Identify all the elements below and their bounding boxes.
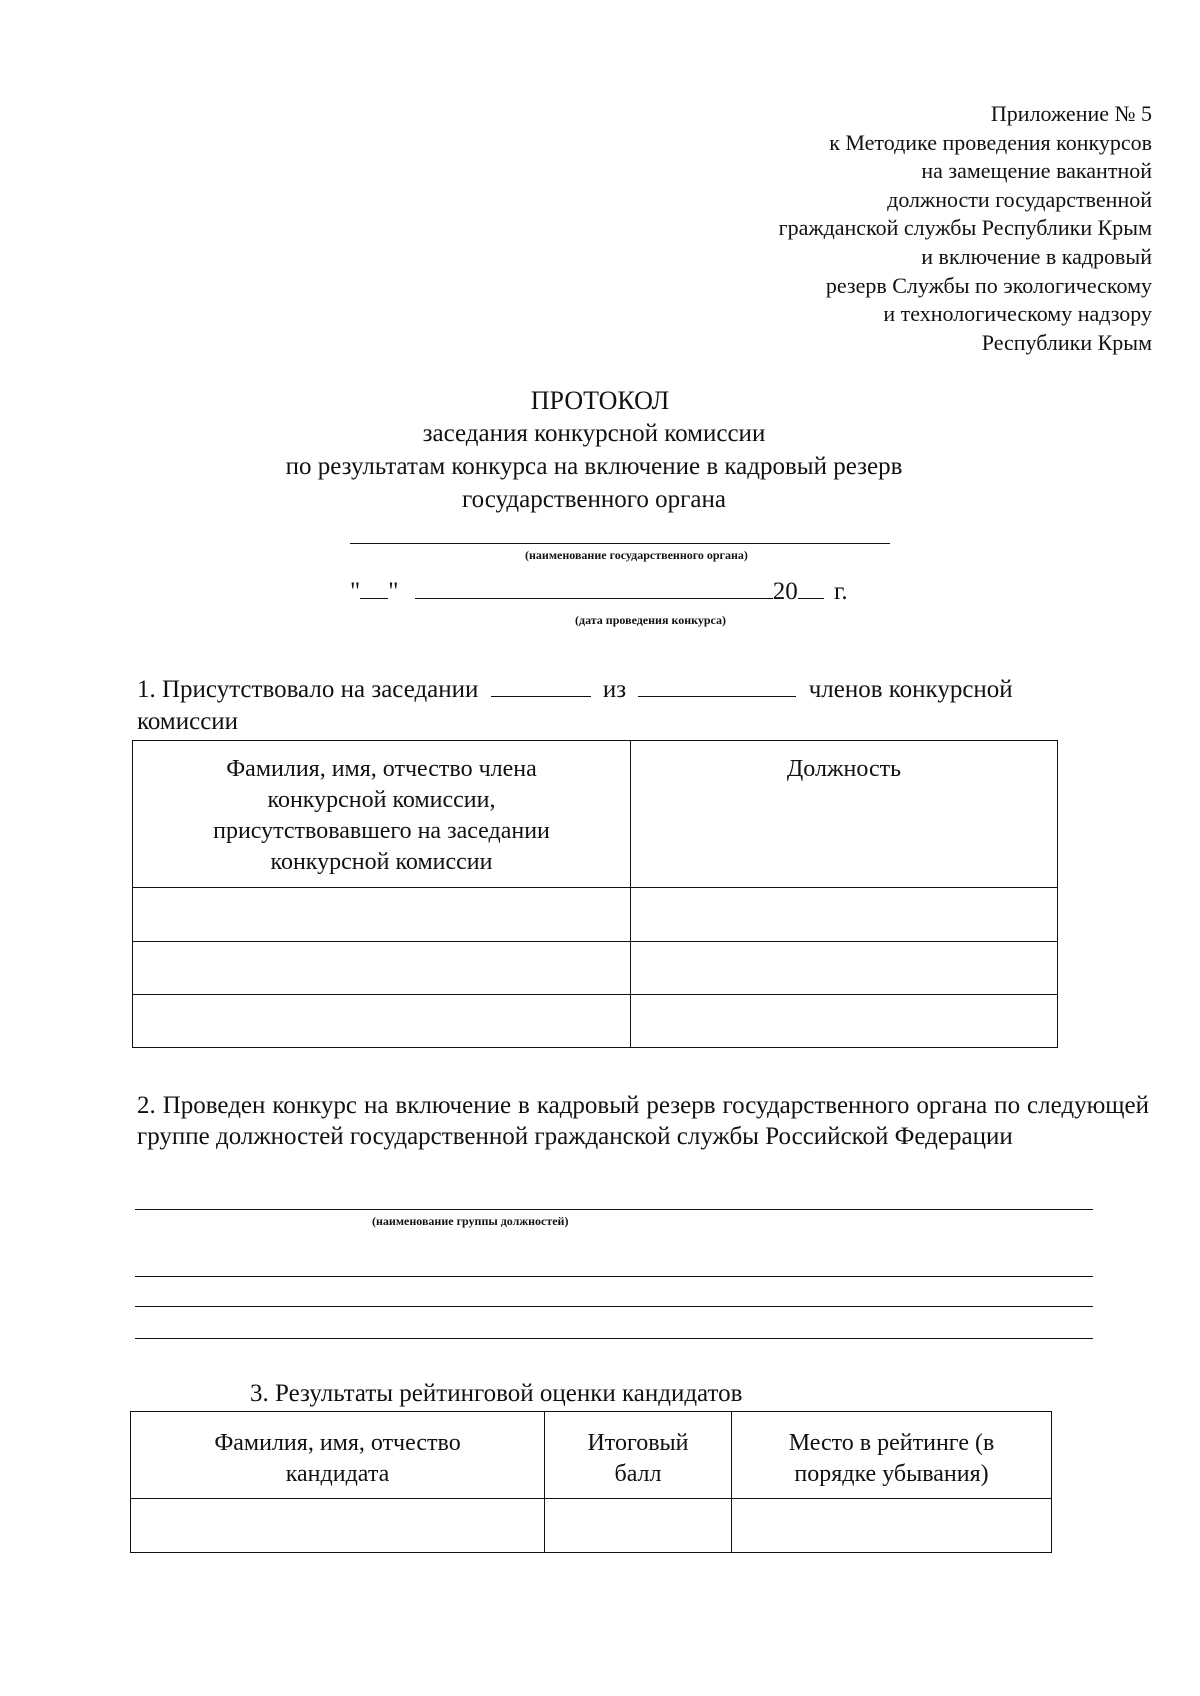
date-close-quote: " xyxy=(388,578,399,605)
date-year-suffix: г. xyxy=(833,578,848,605)
table-row xyxy=(131,1499,1052,1553)
table-row xyxy=(133,888,1058,942)
section1-text-b: из xyxy=(602,676,627,703)
members-name-cell[interactable] xyxy=(133,888,631,942)
section1-text-c: членов конкурсной xyxy=(808,676,1013,703)
appendix-header xyxy=(779,100,1152,357)
appendix-line: гражданской службы Республики Крым xyxy=(778,215,1152,241)
appendix-line: должности государственной xyxy=(887,186,1152,212)
present-count-field[interactable] xyxy=(491,696,591,697)
title-main: ПРОТОКОЛ xyxy=(530,386,670,415)
position-group-line[interactable] xyxy=(135,1276,1093,1277)
section2-text: 2. Проведен конкурс на включение в кадровый резерв государственного органа по следующей группе должностей государственной гражданской службы Российской Федерации xyxy=(137,1092,1149,1150)
candidate-name-cell[interactable] xyxy=(131,1499,545,1553)
rating-place-cell[interactable] xyxy=(732,1499,1052,1553)
appendix-line: Приложение № 5 xyxy=(990,101,1152,126)
date-row xyxy=(350,578,848,606)
table-header-row xyxy=(133,741,1058,888)
members-position-cell[interactable] xyxy=(631,995,1058,1048)
appendix-line: и включение в кадровый xyxy=(921,243,1152,269)
rating-place-header: Место в рейтинге (в порядке убывания) xyxy=(732,1412,1052,1499)
members-position-header: Должность xyxy=(631,741,1058,888)
title-line-1: заседания конкурсной комиссии xyxy=(422,420,766,447)
final-score-cell[interactable] xyxy=(545,1499,732,1553)
rating-results-table xyxy=(130,1411,1052,1553)
organ-name-field[interactable] xyxy=(350,543,890,544)
date-year-prefix: 20 xyxy=(772,578,798,605)
date-year-field[interactable] xyxy=(798,598,824,599)
appendix-line: Республики Крым xyxy=(981,329,1152,355)
members-name-header: Фамилия, имя, отчество члена конкурсной комиссии, присутствовавшего на заседании конкурсной комиссии xyxy=(133,741,631,888)
commission-members-table xyxy=(132,740,1058,1048)
date-caption: (дата проведения конкурса) xyxy=(575,613,727,627)
appendix-line: к Методике проведения конкурсов xyxy=(829,129,1152,155)
section1-text-a: 1. Присутствовало на заседании xyxy=(137,676,479,703)
total-count-field[interactable] xyxy=(638,696,796,697)
section1-line xyxy=(137,676,1013,704)
title-line-2: по результатам конкурса на включение в кадровый резерв xyxy=(285,453,903,480)
section3-heading: 3. Результаты рейтинговой оценки кандидатов xyxy=(250,1380,743,1407)
candidate-name-header: Фамилия, имя, отчество кандидата xyxy=(131,1412,545,1499)
final-score-header: Итоговый балл xyxy=(545,1412,732,1499)
members-name-cell[interactable] xyxy=(133,995,631,1048)
section1-text-d: комиссии xyxy=(137,708,239,735)
date-day-field[interactable] xyxy=(360,598,388,599)
position-group-line[interactable] xyxy=(135,1306,1093,1307)
position-group-caption: (наименование группы должностей) xyxy=(372,1214,569,1228)
table-header-row xyxy=(131,1412,1052,1499)
organ-name-caption: (наименование государственного органа) xyxy=(525,548,748,562)
date-open-quote: " xyxy=(350,578,361,605)
appendix-line: на замещение вакантной xyxy=(921,158,1152,184)
title-line-3: государственного органа xyxy=(461,486,726,513)
position-group-field[interactable] xyxy=(135,1209,1093,1210)
table-row xyxy=(133,942,1058,995)
document-title xyxy=(0,384,1200,516)
members-position-cell[interactable] xyxy=(631,942,1058,995)
position-group-line[interactable] xyxy=(135,1338,1093,1339)
appendix-line: и технологическому надзору xyxy=(883,301,1152,327)
members-position-cell[interactable] xyxy=(631,888,1058,942)
appendix-line: резерв Службы по экологическому xyxy=(825,272,1152,298)
table-row xyxy=(133,995,1058,1048)
date-month-field[interactable] xyxy=(415,598,773,599)
members-name-cell[interactable] xyxy=(133,942,631,995)
